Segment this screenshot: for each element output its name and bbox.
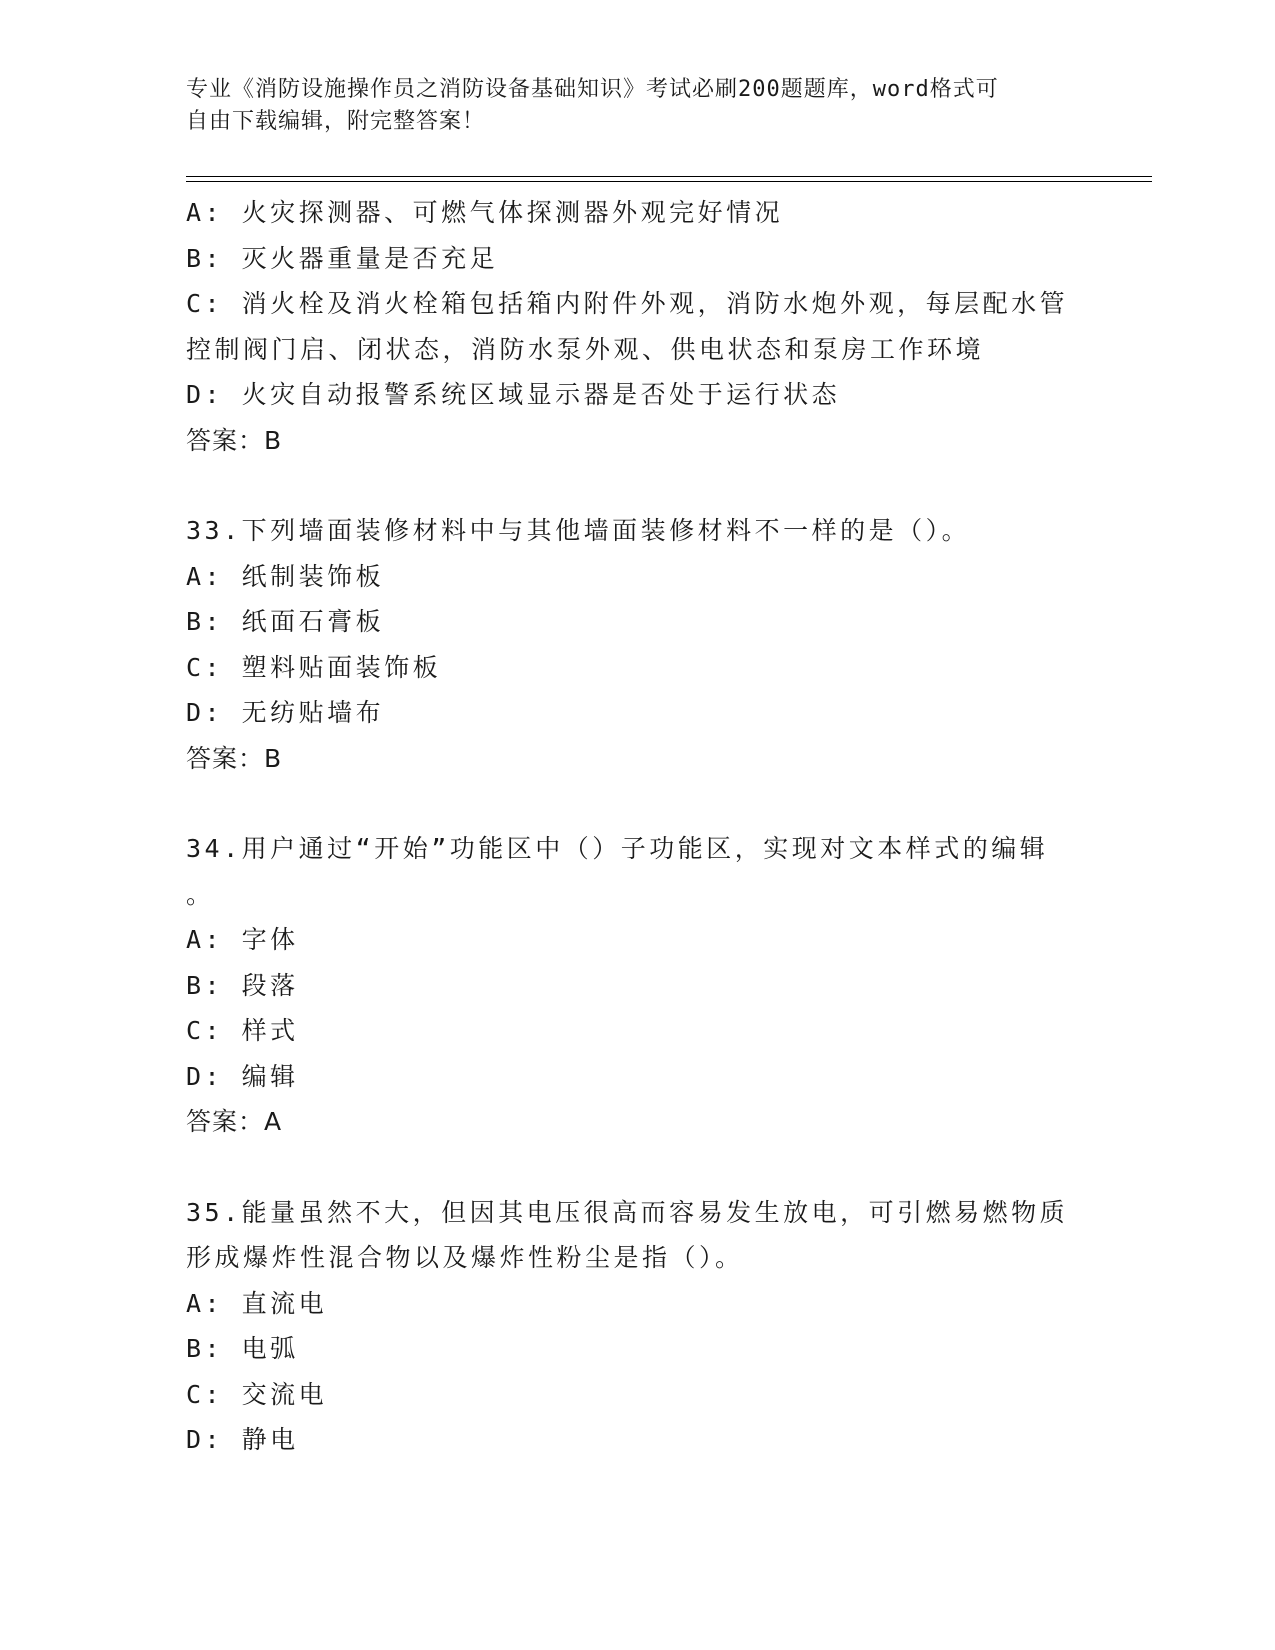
question-text: 34.用户通过“开始”功能区中（）子功能区，实现对文本样式的编辑 xyxy=(186,834,1049,863)
option-b: B: 纸面石膏板 xyxy=(186,607,385,636)
option-c: C: 塑料贴面装饰板 xyxy=(186,652,442,682)
question-text-continued: 。 xyxy=(186,879,215,909)
option-d: D: 编辑 xyxy=(186,1061,299,1091)
document-header xyxy=(186,74,1066,138)
option-d: D: 静电 xyxy=(186,1425,299,1454)
spacer xyxy=(186,1145,1086,1190)
header-title-line-2: 自由下载编辑，附完整答案！ xyxy=(186,109,486,134)
option-a: A: 直流电 xyxy=(186,1288,328,1318)
answer: 答案：A xyxy=(186,1107,283,1136)
question-text: 33.下列墙面装修材料中与其他墙面装修材料不一样的是（）。 xyxy=(186,516,971,545)
option-d: D: 火灾自动报警系统区域显示器是否处于运行状态 xyxy=(186,380,841,409)
question-text: 35.能量虽然不大，但因其电压很高而容易发生放电，可引燃易燃物质 xyxy=(186,1197,1069,1227)
question-list xyxy=(186,190,1086,1463)
question-33 xyxy=(186,508,1086,781)
spacer xyxy=(186,463,1086,508)
question-text-continued: 形成爆炸性混合物以及爆炸性粉尘是指（）。 xyxy=(186,1243,744,1272)
spacer xyxy=(186,781,1086,826)
option-b: B: 电弧 xyxy=(186,1334,299,1363)
header-divider-bottom xyxy=(186,181,1152,182)
question-34 xyxy=(186,826,1086,1145)
option-a: A: 火灾探测器、可燃气体探测器外观完好情况 xyxy=(186,198,784,227)
header-title-line-1: 专业《消防设施操作员之消防设备基础知识》考试必刷200题题库，word格式可 xyxy=(186,77,999,102)
option-c: C: 交流电 xyxy=(186,1379,328,1409)
header-divider-top xyxy=(186,176,1152,177)
option-a: A: 字体 xyxy=(186,925,299,954)
option-b: B: 段落 xyxy=(186,970,299,1000)
option-c-continued: 控制阀门启、闭状态，消防水泵外观、供电状态和泵房工作环境 xyxy=(186,334,985,364)
option-c: C: 样式 xyxy=(186,1016,299,1045)
option-c: C: 消火栓及消火栓箱包括箱内附件外观，消防水炮外观，每层配水管 xyxy=(186,289,1069,318)
option-b: B: 灭火器重量是否充足 xyxy=(186,243,499,273)
option-a: A: 纸制装饰板 xyxy=(186,561,385,591)
option-d: D: 无纺贴墙布 xyxy=(186,698,385,727)
question-32-continued xyxy=(186,190,1086,463)
answer: 答案：B xyxy=(186,743,283,773)
answer: 答案：B xyxy=(186,425,283,455)
question-35 xyxy=(186,1190,1086,1463)
